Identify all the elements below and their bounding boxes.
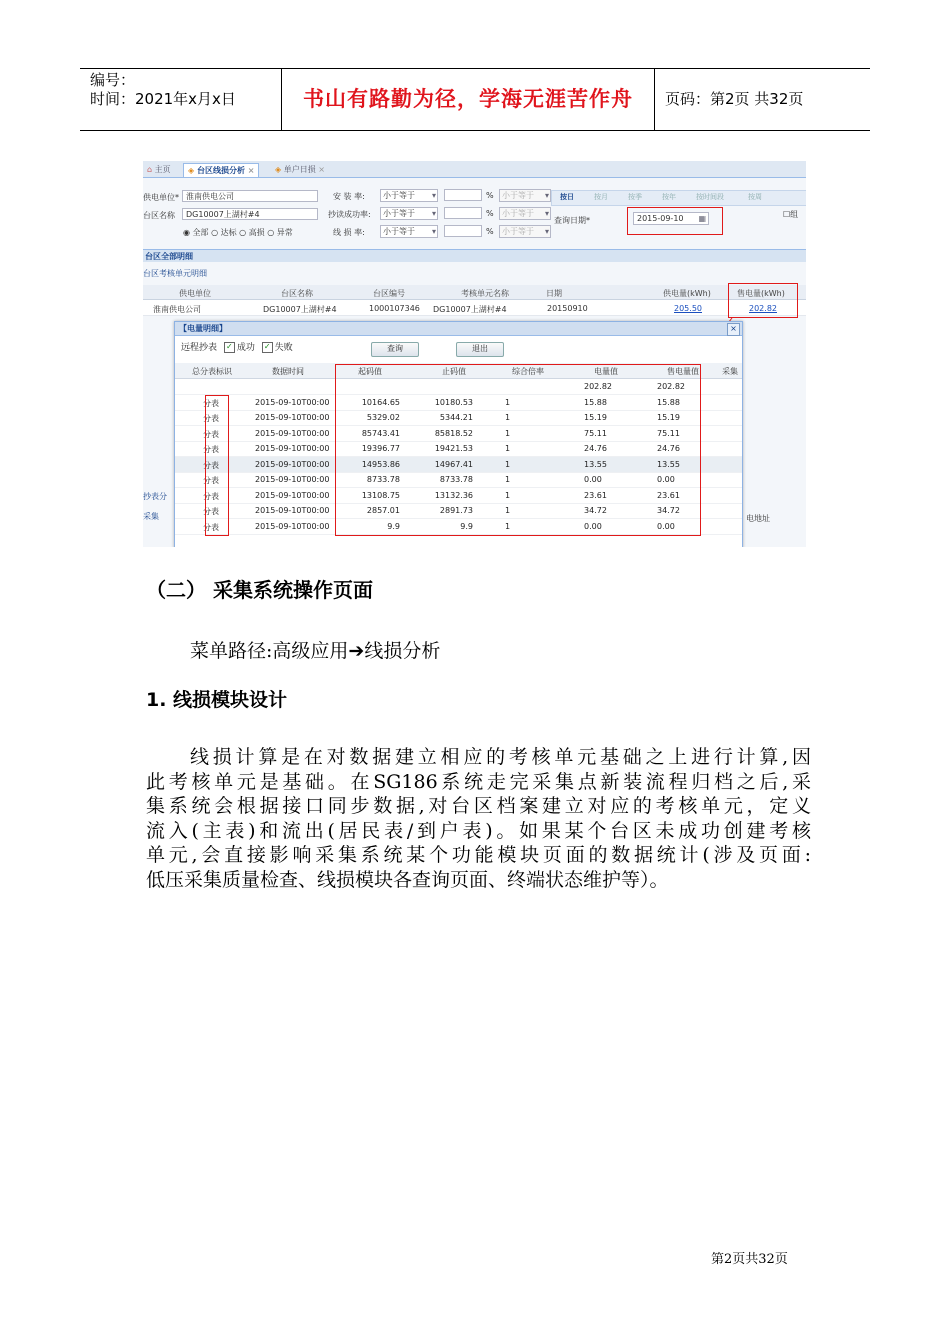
- highlight-readings: [335, 364, 701, 536]
- exit-button[interactable]: 退出: [456, 342, 504, 357]
- col-area: 台区名称: [281, 289, 313, 298]
- paragraph-line: 流入(主表)和流出(居民表/到户表)。如果某个台区未成功创建考核: [146, 819, 811, 842]
- table-cell: 13108.75: [361, 490, 400, 500]
- header-meta: [90, 71, 285, 109]
- highlight-table-type: [205, 395, 229, 536]
- side-label: 采集: [143, 512, 159, 521]
- table-cell: 2015-09-10T00:00: [255, 428, 330, 438]
- col-org: 供电单位: [179, 289, 211, 298]
- right-label: 电地址: [746, 514, 770, 523]
- fail-checkbox[interactable]: ✓: [262, 342, 273, 353]
- subsection-heading: 1. 线损模块设计: [146, 689, 288, 711]
- paragraph-line: 集系统会根据接口同步数据,对台区档案建立对应的考核单元，定义: [146, 795, 811, 817]
- menu-path: 菜单路径:高级应用➔线损分析: [190, 640, 441, 662]
- header-divider: [654, 69, 655, 130]
- header-page-label: 页码：第2页 共32页: [665, 90, 804, 108]
- area-label: 台区名称: [143, 211, 175, 220]
- table-cell: 34.72: [657, 506, 680, 515]
- subsection-unit-details: 台区考核单元明细: [143, 269, 207, 278]
- table-cell: 75.11: [584, 428, 607, 438]
- table-cell: 2015-09-10T00:00: [255, 490, 330, 500]
- table-cell: 分表: [203, 522, 219, 532]
- table-cell: 分表: [203, 507, 219, 516]
- header-motto: 书山有路勤为径，学海无涯苦作舟: [303, 87, 633, 111]
- close-icon[interactable]: ×: [247, 166, 255, 175]
- table-cell: 1: [505, 444, 511, 453]
- table-cell: 24.76: [584, 444, 607, 453]
- table-cell: 1: [505, 397, 511, 407]
- table-cell: 9.9: [387, 521, 400, 531]
- home-icon: ⌂: [147, 165, 153, 174]
- paragraph-line: 低压采集质量检查、线损模块各查询页面、终端状态维护等）。: [146, 868, 669, 891]
- table-cell: 分表: [203, 445, 219, 454]
- section-heading: （二） 采集系统操作页面: [146, 578, 373, 602]
- paragraph-line: 单元,会直接影响采集系统某个功能模块页面的数据统计(涉及页面:: [146, 844, 811, 866]
- table-cell: 0.00: [584, 475, 602, 484]
- table-cell: 10180.53: [434, 397, 473, 407]
- close-icon[interactable]: ×: [727, 323, 740, 336]
- table-cell: 分表: [203, 491, 219, 501]
- tab-area-loss[interactable]: ◈ 台区线损分析 ×: [183, 163, 259, 177]
- table-cell: 13.55: [584, 459, 607, 469]
- percent-sign: %: [486, 209, 494, 218]
- detail-dialog: [174, 321, 743, 547]
- table-cell: 75.11: [657, 428, 680, 438]
- loss-op2-select[interactable]: 小于等于 ▾: [499, 225, 551, 238]
- table-cell: 15.19: [584, 413, 607, 422]
- table-cell: 2015-09-10T00:00: [255, 475, 330, 484]
- qtab-year[interactable]: 按年: [662, 193, 676, 201]
- read-op-select[interactable]: 小于等于 ▾: [380, 207, 438, 220]
- dialog-title: 【电量明细】: [175, 322, 742, 336]
- read-op2-select[interactable]: 小于等于 ▾: [499, 207, 551, 220]
- table-cell: 1: [505, 506, 511, 515]
- side-label: 抄表分: [143, 492, 167, 501]
- table-cell: 1: [505, 413, 511, 422]
- col-date: 日期: [546, 289, 562, 298]
- table-cell: 8733.78: [439, 475, 473, 484]
- table-cell: 0.00: [657, 521, 675, 531]
- table-cell: 14967.41: [434, 459, 473, 469]
- col-area-code: 台区编号: [373, 289, 405, 298]
- table-cell: 2015-09-10T00:00: [255, 521, 330, 531]
- table-cell: 15.88: [584, 397, 607, 407]
- table-cell: 1: [505, 521, 511, 531]
- org-label: 供电单位*: [143, 193, 179, 202]
- tab-home[interactable]: ⌂ 主页: [147, 165, 171, 174]
- table-cell: 23.61: [584, 490, 607, 500]
- table-cell: 分表: [203, 460, 219, 470]
- col-sale: 售电量(kWh): [737, 289, 785, 298]
- table-cell: 19396.77: [361, 444, 400, 453]
- table-cell: 2015-09-10T00:00: [255, 397, 330, 407]
- page-footer: 第2页共32页: [711, 1252, 788, 1267]
- tab-icon: ◈: [188, 166, 195, 175]
- table-cell: 1: [505, 428, 511, 438]
- page-header: [80, 68, 870, 131]
- paragraph-line: 线损计算是在对数据建立相应的考核单元基础之上进行计算,因: [190, 746, 811, 768]
- qtab-period[interactable]: 按时间段: [696, 193, 724, 201]
- col-supply: 供电量(kWh): [663, 289, 711, 298]
- tab-icon: ◈: [275, 165, 282, 174]
- table-cell: 9.9: [460, 521, 473, 531]
- table-cell: 202.82: [584, 382, 612, 391]
- close-icon[interactable]: ×: [318, 165, 325, 174]
- table-cell: 0.00: [657, 475, 675, 484]
- time-label: 时间：2021年x月x日: [90, 90, 236, 108]
- table-cell: 分表: [203, 476, 219, 485]
- date-label: 查询日期*: [554, 216, 590, 225]
- qtab-quarter[interactable]: 按季: [628, 193, 642, 201]
- area-input[interactable]: DG10007上湖村#4: [182, 208, 318, 220]
- install-op-select[interactable]: 小于等于 ▾: [380, 189, 438, 202]
- org-input[interactable]: 淮南供电公司: [182, 190, 318, 202]
- radio-ok[interactable]: ○ 达标: [211, 228, 237, 237]
- table-cell: 分表: [203, 398, 219, 408]
- table-cell: 15.88: [657, 397, 680, 407]
- supply-link[interactable]: 205.50: [674, 304, 702, 313]
- calendar-icon[interactable]: ▦: [698, 214, 706, 223]
- table-cell: 1: [505, 490, 511, 500]
- table-cell: 8733.78: [366, 475, 400, 484]
- remote-label: 远程抄表: [181, 343, 218, 353]
- system-screenshot: [143, 161, 806, 547]
- install-op2-select[interactable]: 小于等于 ▾: [499, 189, 551, 202]
- table-cell: 34.72: [584, 506, 607, 515]
- table-cell: 5344.21: [439, 413, 473, 422]
- radio-high[interactable]: ○ 高损: [239, 228, 265, 237]
- table-cell: 0.00: [584, 521, 602, 531]
- table-cell: 15.19: [657, 413, 680, 422]
- table-cell: 1: [505, 475, 511, 484]
- group-checkbox[interactable]: ☐组: [783, 210, 799, 219]
- table-cell: 85818.52: [434, 428, 473, 438]
- table-cell: 13132.36: [434, 490, 473, 500]
- table-cell: 2015-09-10T00:00: [255, 444, 330, 453]
- tab-daily-loss[interactable]: ◈ 单户日损 ×: [275, 165, 325, 174]
- table-cell: 5329.02: [366, 413, 400, 422]
- number-label: 编号：: [90, 71, 136, 89]
- table-cell: 2891.73: [439, 506, 473, 515]
- loss-rate-label: 线 损 率:: [333, 228, 365, 237]
- table-cell: 2015-09-10T00:00: [255, 459, 330, 469]
- radio-all[interactable]: ◉ 全部: [183, 228, 209, 237]
- table-cell: 85743.41: [361, 428, 400, 438]
- install-rate-label: 安 装 率:: [333, 192, 365, 201]
- radio-abnormal[interactable]: ○ 异常: [267, 228, 293, 237]
- qtab-month[interactable]: 按月: [594, 193, 608, 201]
- body-paragraph: [146, 745, 811, 892]
- query-button[interactable]: 查询: [371, 342, 419, 357]
- table-cell: 19421.53: [434, 444, 473, 453]
- table-cell: 13.55: [657, 459, 680, 469]
- loss-op-select[interactable]: 小于等于 ▾: [380, 225, 438, 238]
- table-cell: 1: [505, 459, 511, 469]
- table-cell: 2015-09-10T00:00: [255, 506, 330, 515]
- sale-link[interactable]: 202.82: [749, 304, 777, 313]
- read-rate-label: 抄读成功率:: [328, 210, 371, 219]
- percent-sign: %: [486, 191, 494, 200]
- table-cell: 2015-09-10T00:00: [255, 413, 330, 422]
- table-cell: 2857.01: [366, 506, 400, 515]
- table-cell: 14953.86: [361, 459, 400, 469]
- table-cell: 10164.65: [361, 397, 400, 407]
- table-cell: 分表: [203, 414, 219, 423]
- section-all-details: 台区全部明细: [143, 249, 806, 262]
- detail-grid-header: 总分表标识 数据时间 起码值 止码值 综合倍率 电量值 售电量值 采集: [175, 363, 742, 379]
- table-row[interactable]: 淮南供电公司 DG10007上湖村#4 1000107346 DG10007上湖村#4 20150910 205.50 202.82: [143, 300, 806, 316]
- paragraph-line: 此考核单元是基础。在SG186系统走完采集点新装流程归档之后,采: [146, 770, 811, 793]
- col-unit-name: 考核单元名称: [461, 289, 509, 298]
- qtab-day[interactable]: 按日: [560, 193, 574, 201]
- dialog-toolbar: 远程抄表 ✓ 成功 ✓ 失败: [181, 342, 293, 353]
- table-cell: 分表: [203, 429, 219, 439]
- date-input[interactable]: 2015-09-10 ▦: [633, 212, 709, 225]
- table-cell: 23.61: [657, 490, 680, 500]
- success-checkbox[interactable]: ✓: [224, 342, 235, 353]
- percent-sign: %: [486, 227, 494, 236]
- qtab-week[interactable]: 按周: [748, 193, 762, 201]
- table-cell: 202.82: [657, 382, 685, 391]
- table-cell: 24.76: [657, 444, 680, 453]
